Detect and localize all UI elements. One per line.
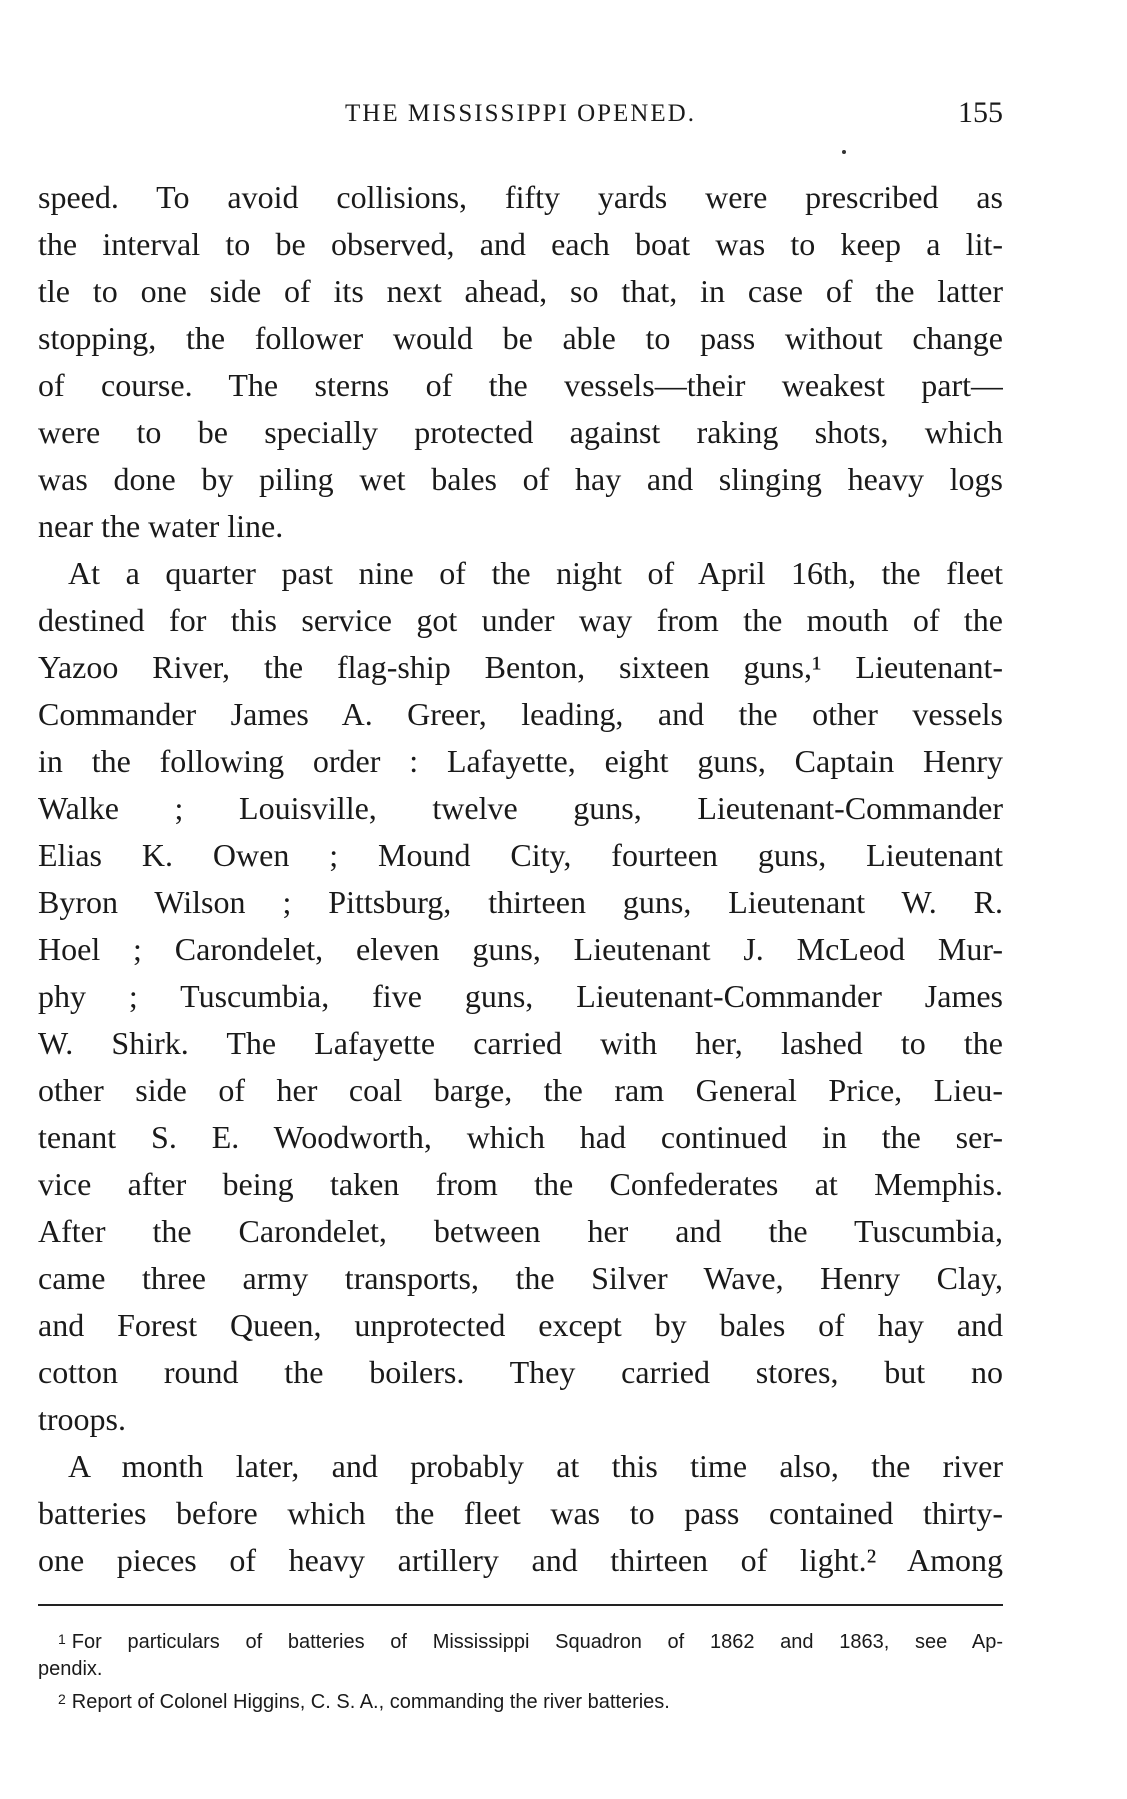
footnote-marker: 1 — [58, 1631, 66, 1647]
text-line: destined for this service got under way from the mouth of the — [38, 602, 1003, 638]
footnote-1-continuation: pendix. — [38, 1658, 103, 1680]
running-head — [38, 96, 1003, 136]
text-line: phy ; Tuscumbia, five guns, Lieutenant-Commander James — [38, 978, 1003, 1014]
body-text — [38, 174, 1003, 1584]
footnote-divider — [38, 1604, 1003, 1606]
text-line: speed. To avoid collisions, fifty yards were prescribed as — [38, 179, 1003, 215]
footnote-1 — [38, 1624, 1003, 1654]
text-line: Commander James A. Greer, leading, and the other vessels — [38, 696, 1003, 732]
footnotes — [38, 1624, 1003, 1714]
text-line: troops. — [38, 1401, 126, 1437]
text-line: Walke ; Louisville, twelve guns, Lieutenant-Commander — [38, 790, 1003, 826]
text-line: vice after being taken from the Confederates at Memphis. — [38, 1166, 1003, 1202]
text-line: the interval to be observed, and each boat was to keep a lit- — [38, 226, 1003, 262]
text-line: near the water line. — [38, 508, 284, 544]
paragraph-start-line: At a quarter past nine of the night of April 16th, the fleet — [68, 555, 1003, 591]
footnote-text: Report of Colonel Higgins, C. S. A., commanding the river batteries. — [71, 1691, 670, 1713]
running-title: THE MISSISSIPPI OPENED. — [345, 100, 696, 127]
paragraph-start-line: A month later, and probably at this time also, the river — [68, 1448, 1003, 1484]
text-line: After the Carondelet, between her and the Tuscumbia, — [38, 1213, 1003, 1249]
text-line: cotton round the boilers. They carried stores, but no — [38, 1354, 1003, 1390]
text-line: of course. The sterns of the vessels—their weakest part— — [38, 367, 1003, 403]
text-line: tenant S. E. Woodworth, which had continued in the ser- — [38, 1119, 1003, 1155]
page-number: 155 — [958, 96, 1003, 129]
text-line: batteries before which the fleet was to pass contained thirty- — [38, 1495, 1003, 1531]
text-line: one pieces of heavy artillery and thirteen of light.² Among — [38, 1542, 1003, 1578]
text-line: Elias K. Owen ; Mound City, fourteen guns, Lieutenant — [38, 837, 1003, 873]
text-line: and Forest Queen, unprotected except by bales of hay and — [38, 1307, 1003, 1343]
text-line: came three army transports, the Silver Wave, Henry Clay, — [38, 1260, 1003, 1296]
print-speck — [842, 150, 846, 154]
text-line: were to be specially protected against raking shots, which — [38, 414, 1003, 450]
text-line: in the following order : Lafayette, eight guns, Captain Henry — [38, 743, 1003, 779]
text-line: W. Shirk. The Lafayette carried with her, lashed to the — [38, 1025, 1003, 1061]
text-line: other side of her coal barge, the ram General Price, Lieu- — [38, 1072, 1003, 1108]
text-line: Hoel ; Carondelet, eleven guns, Lieutenant J. McLeod Mur- — [38, 931, 1003, 967]
footnote-text: For particulars of batteries of Mississippi Squadron of 1862 and 1863, see Ap- — [71, 1631, 1003, 1653]
text-line: stopping, the follower would be able to pass without change — [38, 320, 1003, 356]
text-line: tle to one side of its next ahead, so that, in case of the latter — [38, 273, 1003, 309]
text-line: was done by piling wet bales of hay and slinging heavy logs — [38, 461, 1003, 497]
text-line: Yazoo River, the flag-ship Benton, sixteen guns,¹ Lieutenant- — [38, 649, 1003, 685]
text-line: Byron Wilson ; Pittsburg, thirteen guns, Lieutenant W. R. — [38, 884, 1003, 920]
footnote-marker: 2 — [58, 1691, 66, 1707]
footnote-2 — [38, 1684, 1003, 1714]
